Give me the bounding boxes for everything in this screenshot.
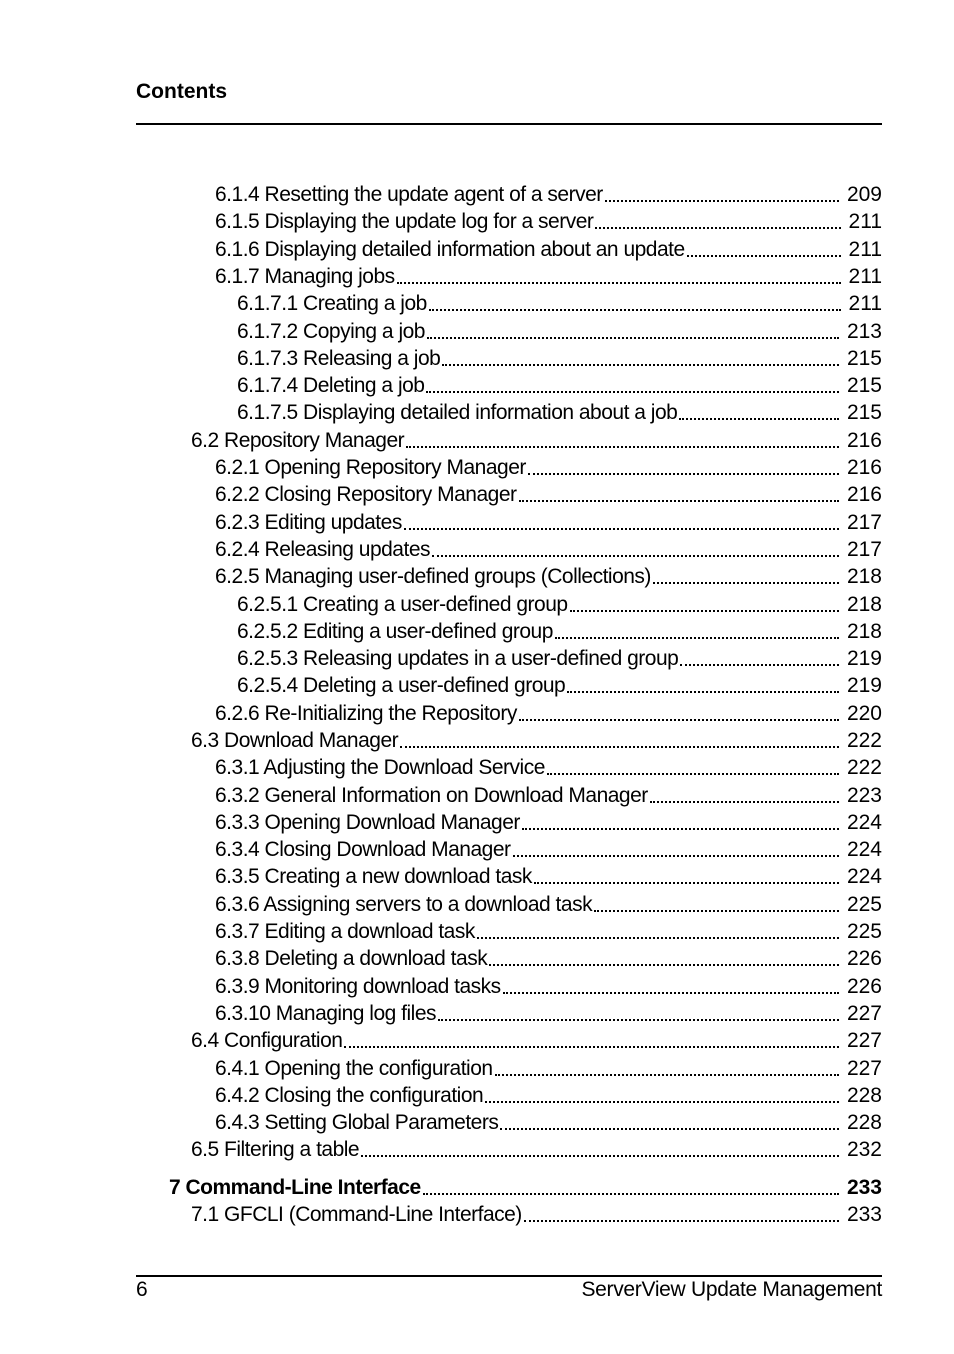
- toc-entry-title: 6.3.1 Adjusting the Download Service: [215, 756, 545, 779]
- toc-entry[interactable]: [191, 727, 882, 754]
- toc-entry[interactable]: [191, 1027, 882, 1054]
- toc-entry-title: 6.2.2 Closing Repository Manager: [215, 483, 517, 506]
- toc-entry-title: 7 Command-Line Interface: [169, 1176, 421, 1199]
- toc-dot-leader: [594, 910, 839, 912]
- toc-entry-page: 223: [846, 784, 882, 807]
- toc-dot-leader: [442, 364, 839, 366]
- toc-entry-page: 218: [846, 620, 882, 643]
- toc-entry-page: 225: [846, 893, 882, 916]
- toc-dot-leader: [570, 610, 839, 612]
- toc-entry-title: 6.1.7 Managing jobs: [215, 265, 395, 288]
- footer-page-number: 6: [136, 1278, 148, 1301]
- header-divider: [136, 123, 882, 125]
- toc-entry[interactable]: [169, 1174, 882, 1201]
- toc-entry[interactable]: [237, 645, 882, 672]
- toc-entry-title: 6.1.7.3 Releasing a job: [237, 347, 441, 370]
- toc-dot-leader: [519, 719, 839, 721]
- footer-product-name: ServerView Update Management: [581, 1278, 882, 1301]
- toc-entry[interactable]: [215, 481, 882, 508]
- toc-entry[interactable]: [215, 891, 882, 918]
- toc-entry[interactable]: [237, 345, 882, 372]
- toc-entry-title: 6.1.7.4 Deleting a job: [237, 374, 425, 397]
- toc-entry-page: 211: [848, 210, 882, 233]
- toc-entry[interactable]: [237, 618, 882, 645]
- toc-entry[interactable]: [215, 1082, 882, 1109]
- toc-entry-title: 7.1 GFCLI (Command-Line Interface): [191, 1203, 522, 1226]
- toc-entry[interactable]: [215, 1055, 882, 1082]
- toc-entry-page: 216: [846, 456, 882, 479]
- toc-dot-leader: [653, 582, 839, 584]
- toc-entry[interactable]: [237, 591, 882, 618]
- toc-entry-title: 6.2.5.2 Editing a user-defined group: [237, 620, 553, 643]
- toc-entry-page: 215: [846, 374, 882, 397]
- toc-dot-leader: [534, 882, 839, 884]
- toc-entry-title: 6.3.9 Monitoring download tasks: [215, 975, 501, 998]
- toc-entry[interactable]: [215, 754, 882, 781]
- toc-entry[interactable]: [237, 672, 882, 699]
- toc-dot-leader: [680, 664, 839, 666]
- toc-entry[interactable]: [215, 863, 882, 890]
- toc-entry-title: 6.2.4 Releasing updates: [215, 538, 430, 561]
- toc-entry-title: 6.1.4 Resetting the update agent of a server: [215, 183, 603, 206]
- toc-entry-title: 6.4.1 Opening the configuration: [215, 1057, 493, 1080]
- toc-dot-leader: [406, 446, 839, 448]
- toc-entry[interactable]: [215, 1109, 882, 1136]
- toc-entry-page: 219: [846, 647, 882, 670]
- toc-dot-leader: [426, 391, 838, 393]
- toc-dot-leader: [503, 992, 839, 994]
- toc-entry-title: 6.1.7.2 Copying a job: [237, 320, 425, 343]
- toc-entry-title: 6.1.6 Displaying detailed information about an update: [215, 238, 685, 261]
- toc-entry-page: 228: [846, 1084, 882, 1107]
- toc-dot-leader: [429, 309, 841, 311]
- toc-entry[interactable]: [191, 1136, 882, 1163]
- toc-entry[interactable]: [215, 1000, 882, 1027]
- toc-dot-leader: [477, 937, 839, 939]
- toc-entry[interactable]: [215, 945, 882, 972]
- toc-entry-title: 6.4.2 Closing the configuration: [215, 1084, 484, 1107]
- toc-entry[interactable]: [215, 809, 882, 836]
- toc-entry-title: 6.4 Configuration: [191, 1029, 343, 1052]
- toc-entry-page: 232: [846, 1138, 882, 1161]
- toc-entry-title: 6.3.5 Creating a new download task: [215, 865, 532, 888]
- toc-dot-leader: [400, 746, 839, 748]
- toc-entry-page: 220: [846, 702, 882, 725]
- toc-entry-title: 6.2.5.3 Releasing updates in a user-defined group: [237, 647, 679, 670]
- toc-entry-page: 222: [846, 756, 882, 779]
- toc-entry[interactable]: [215, 973, 882, 1000]
- toc-entry[interactable]: [215, 918, 882, 945]
- toc-dot-leader: [427, 337, 839, 339]
- toc-dot-leader: [605, 200, 839, 202]
- toc-entry-title: 6.3.7 Editing a download task: [215, 920, 475, 943]
- toc-dot-leader: [528, 473, 839, 475]
- toc-entry-page: 233: [846, 1176, 882, 1199]
- toc-entry[interactable]: [215, 700, 882, 727]
- toc-entry[interactable]: [215, 536, 882, 563]
- toc-dot-leader: [555, 637, 839, 639]
- toc-entry-page: 216: [846, 483, 882, 506]
- toc-entry-title: 6.3.6 Assigning servers to a download task: [215, 893, 593, 916]
- page-header-title: Contents: [136, 80, 227, 103]
- toc-dot-leader: [397, 282, 841, 284]
- toc-entry-page: 217: [846, 538, 882, 561]
- toc-entry[interactable]: [215, 454, 882, 481]
- toc-entry-page: 213: [846, 320, 882, 343]
- toc-entry-page: 217: [846, 511, 882, 534]
- toc-entry-page: 233: [846, 1203, 882, 1226]
- toc-entry-page: 211: [848, 265, 882, 288]
- toc-entry-title: 6.2 Repository Manager: [191, 429, 405, 452]
- toc-dot-leader: [344, 1046, 839, 1048]
- toc-entry[interactable]: [215, 236, 882, 263]
- toc-entry-title: 6.2.5.4 Deleting a user-defined group: [237, 674, 566, 697]
- toc-entry-page: 225: [846, 920, 882, 943]
- toc-dot-leader: [567, 691, 839, 693]
- toc-dot-leader: [679, 418, 839, 420]
- toc-entry-page: 227: [846, 1057, 882, 1080]
- toc-dot-leader: [485, 1101, 839, 1103]
- toc-dot-leader: [438, 1019, 839, 1021]
- toc-entry-page: 224: [846, 865, 882, 888]
- toc-entry-title: 6.1.7.5 Displaying detailed information about a job: [237, 401, 678, 424]
- toc-entry-title: 6.4.3 Setting Global Parameters: [215, 1111, 499, 1134]
- toc-entry-page: 209: [846, 183, 882, 206]
- toc-entry-page: 216: [846, 429, 882, 452]
- toc-entry[interactable]: [237, 290, 882, 317]
- toc-entry[interactable]: [215, 836, 882, 863]
- toc-dot-leader: [432, 555, 839, 557]
- toc-entry-title: 6.3 Download Manager: [191, 729, 399, 752]
- toc-entry-title: 6.1.7.1 Creating a job: [237, 292, 427, 315]
- toc-entry-page: 218: [846, 593, 882, 616]
- toc-entry-title: 6.3.2 General Information on Download Manager: [215, 784, 648, 807]
- toc-entry-title: 6.2.6 Re-Initializing the Repository: [215, 702, 517, 725]
- toc-entry-page: 224: [846, 838, 882, 861]
- toc-dot-leader: [500, 1128, 839, 1130]
- toc-entry-title: 6.2.1 Opening Repository Manager: [215, 456, 526, 479]
- toc-dot-leader: [513, 855, 839, 857]
- toc-dot-leader: [522, 828, 839, 830]
- toc-entry-page: 218: [846, 565, 882, 588]
- toc-dot-leader: [524, 1220, 839, 1222]
- toc-entry[interactable]: [237, 399, 882, 426]
- toc-entry[interactable]: [237, 318, 882, 345]
- toc-entry[interactable]: [237, 372, 882, 399]
- toc-entry-page: 226: [846, 975, 882, 998]
- toc-entry-title: 6.3.4 Closing Download Manager: [215, 838, 511, 861]
- toc-entry[interactable]: [191, 427, 882, 454]
- toc-entry-title: 6.1.5 Displaying the update log for a server: [215, 210, 594, 233]
- toc-entry-title: 6.2.5 Managing user-defined groups (Collections): [215, 565, 651, 588]
- toc-entry[interactable]: [215, 263, 882, 290]
- toc-entry-page: 227: [846, 1002, 882, 1025]
- toc-entry-page: 215: [846, 347, 882, 370]
- toc-entry[interactable]: [191, 1201, 882, 1228]
- toc-dot-leader: [423, 1193, 839, 1195]
- toc-entry-page: 219: [846, 674, 882, 697]
- toc-dot-leader: [687, 255, 841, 257]
- toc-entry-page: 224: [846, 811, 882, 834]
- toc-dot-leader: [489, 964, 839, 966]
- toc-entry-page: 211: [848, 292, 882, 315]
- toc-entry[interactable]: [215, 181, 882, 208]
- toc-entry-page: 211: [848, 238, 882, 261]
- toc-entry[interactable]: [215, 563, 882, 590]
- toc-dot-leader: [495, 1074, 839, 1076]
- toc-entry-page: 222: [846, 729, 882, 752]
- toc-entry[interactable]: [215, 509, 882, 536]
- toc-dot-leader: [650, 801, 839, 803]
- toc-dot-leader: [519, 500, 839, 502]
- toc-entry-title: 6.5 Filtering a table: [191, 1138, 360, 1161]
- toc-entry-title: 6.2.5.1 Creating a user-defined group: [237, 593, 568, 616]
- toc-dot-leader: [595, 227, 840, 229]
- toc-entry-title: 6.3.10 Managing log files: [215, 1002, 436, 1025]
- toc-entry-page: 215: [846, 401, 882, 424]
- toc-entry-page: 227: [846, 1029, 882, 1052]
- toc-entry-title: 6.2.3 Editing updates: [215, 511, 402, 534]
- toc-entry-title: 6.3.3 Opening Download Manager: [215, 811, 520, 834]
- toc-entry[interactable]: [215, 208, 882, 235]
- toc-dot-leader: [547, 773, 839, 775]
- toc-entry-page: 226: [846, 947, 882, 970]
- toc-dot-leader: [404, 528, 839, 530]
- toc-entry[interactable]: [215, 782, 882, 809]
- toc-entry-page: 228: [846, 1111, 882, 1134]
- toc-entry-title: 6.3.8 Deleting a download task: [215, 947, 488, 970]
- toc-dot-leader: [361, 1155, 839, 1157]
